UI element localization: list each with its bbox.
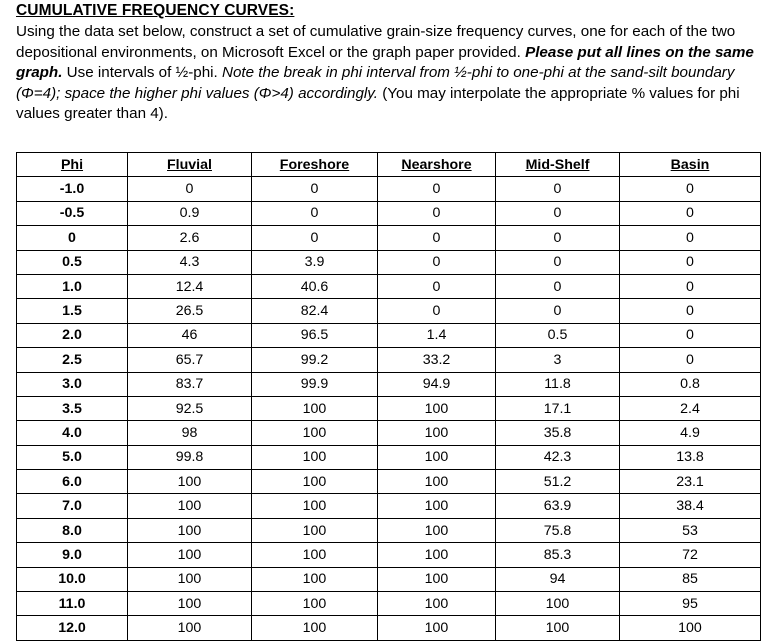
grain-size-table [16, 152, 761, 641]
value-cell-fluvial: 100 [128, 567, 252, 591]
value-cell-foreshore: 99.9 [252, 372, 378, 396]
value-cell-basin: 0 [620, 299, 761, 323]
value-cell-foreshore: 0 [252, 177, 378, 201]
column-header-label: Basin [670, 156, 710, 173]
value-cell-foreshore: 100 [252, 543, 378, 567]
value-cell-nearshore: 0 [378, 274, 496, 298]
value-cell-fluvial: 2.6 [128, 226, 252, 250]
value-cell-basin: 85 [620, 567, 761, 591]
table-row [17, 201, 761, 225]
column-header-basin [620, 153, 761, 177]
value-cell-foreshore: 100 [252, 396, 378, 420]
value-cell-basin: 0 [620, 177, 761, 201]
value-cell-nearshore: 100 [378, 421, 496, 445]
table-row [17, 177, 761, 201]
table-row [17, 372, 761, 396]
phi-cell: 2.0 [17, 323, 128, 347]
table-row [17, 518, 761, 542]
value-cell-fluvial: 0.9 [128, 201, 252, 225]
value-cell-nearshore: 100 [378, 494, 496, 518]
value-cell-nearshore: 1.4 [378, 323, 496, 347]
phi-cell: 3.5 [17, 396, 128, 420]
value-cell-basin: 53 [620, 518, 761, 542]
value-cell-foreshore: 96.5 [252, 323, 378, 347]
value-cell-foreshore: 82.4 [252, 299, 378, 323]
value-cell-basin: 0.8 [620, 372, 761, 396]
phi-cell: 4.0 [17, 421, 128, 445]
value-cell-nearshore: 100 [378, 567, 496, 591]
table-row [17, 445, 761, 469]
value-cell-mid-shelf: 0 [496, 226, 620, 250]
value-cell-fluvial: 46 [128, 323, 252, 347]
value-cell-basin: 0 [620, 226, 761, 250]
value-cell-mid-shelf: 0 [496, 250, 620, 274]
table-row [17, 421, 761, 445]
table-row [17, 396, 761, 420]
value-cell-basin: 95 [620, 592, 761, 616]
value-cell-foreshore: 99.2 [252, 348, 378, 372]
phi-cell: 0.5 [17, 250, 128, 274]
table-row [17, 274, 761, 298]
value-cell-nearshore: 100 [378, 592, 496, 616]
value-cell-mid-shelf: 0 [496, 201, 620, 225]
value-cell-basin: 23.1 [620, 470, 761, 494]
column-header-label: Phi [60, 156, 84, 173]
phi-cell: 0 [17, 226, 128, 250]
column-header-label: Fluvial [167, 156, 212, 173]
value-cell-basin: 2.4 [620, 396, 761, 420]
value-cell-nearshore: 100 [378, 543, 496, 567]
phi-cell: 5.0 [17, 445, 128, 469]
value-cell-mid-shelf: 17.1 [496, 396, 620, 420]
value-cell-mid-shelf: 100 [496, 616, 620, 640]
value-cell-nearshore: 100 [378, 445, 496, 469]
value-cell-nearshore: 0 [378, 226, 496, 250]
table-row [17, 592, 761, 616]
value-cell-mid-shelf: 0 [496, 274, 620, 298]
value-cell-fluvial: 100 [128, 543, 252, 567]
value-cell-basin: 0 [620, 201, 761, 225]
value-cell-fluvial: 100 [128, 518, 252, 542]
instructions-text-2: Use intervals of ½-phi. [66, 64, 218, 82]
value-cell-basin: 72 [620, 543, 761, 567]
value-cell-fluvial: 0 [128, 177, 252, 201]
phi-cell: 9.0 [17, 543, 128, 567]
value-cell-mid-shelf: 42.3 [496, 445, 620, 469]
phi-cell: 11.0 [17, 592, 128, 616]
value-cell-fluvial: 65.7 [128, 348, 252, 372]
phi-cell: 6.0 [17, 470, 128, 494]
phi-cell: 10.0 [17, 567, 128, 591]
value-cell-foreshore: 0 [252, 226, 378, 250]
phi-cell: 12.0 [17, 616, 128, 640]
phi-cell: 1.0 [17, 274, 128, 298]
instructions-text-1: Using the data set below, construct a set of cumulative grain-size frequency curves, one for each of the two depositional environments, on Microsoft Excel or the graph paper provided. [16, 23, 736, 61]
value-cell-nearshore: 0 [378, 250, 496, 274]
column-header-label: Mid-Shelf [525, 156, 590, 173]
value-cell-mid-shelf: 3 [496, 348, 620, 372]
value-cell-mid-shelf: 85.3 [496, 543, 620, 567]
value-cell-foreshore: 0 [252, 201, 378, 225]
column-header-mid-shelf [496, 153, 620, 177]
value-cell-basin: 0 [620, 323, 761, 347]
value-cell-fluvial: 100 [128, 494, 252, 518]
value-cell-foreshore: 100 [252, 494, 378, 518]
instructions-note: Note the break in phi interval from ½-phi to one-phi at the sand-silt boundary (Φ=4); space the higher phi values (Φ>4) accordingly. [16, 64, 735, 102]
table-row [17, 323, 761, 347]
phi-cell: 1.5 [17, 299, 128, 323]
column-header-phi [17, 153, 128, 177]
value-cell-basin: 13.8 [620, 445, 761, 469]
value-cell-basin: 0 [620, 348, 761, 372]
value-cell-basin: 38.4 [620, 494, 761, 518]
phi-cell: 3.0 [17, 372, 128, 396]
phi-cell: 7.0 [17, 494, 128, 518]
phi-cell: 2.5 [17, 348, 128, 372]
value-cell-mid-shelf: 63.9 [496, 494, 620, 518]
value-cell-fluvial: 100 [128, 616, 252, 640]
value-cell-mid-shelf: 51.2 [496, 470, 620, 494]
value-cell-mid-shelf: 0.5 [496, 323, 620, 347]
value-cell-fluvial: 4.3 [128, 250, 252, 274]
table-row [17, 299, 761, 323]
value-cell-fluvial: 100 [128, 592, 252, 616]
table-body [17, 177, 761, 640]
value-cell-basin: 4.9 [620, 421, 761, 445]
value-cell-nearshore: 0 [378, 177, 496, 201]
column-header-label: Nearshore [401, 156, 472, 173]
column-header-label: Foreshore [279, 156, 350, 173]
value-cell-foreshore: 100 [252, 567, 378, 591]
table-row [17, 470, 761, 494]
value-cell-fluvial: 26.5 [128, 299, 252, 323]
column-header-foreshore [252, 153, 378, 177]
value-cell-nearshore: 100 [378, 616, 496, 640]
value-cell-fluvial: 98 [128, 421, 252, 445]
value-cell-mid-shelf: 0 [496, 299, 620, 323]
table-header-row [17, 153, 761, 177]
value-cell-foreshore: 100 [252, 470, 378, 494]
value-cell-foreshore: 3.9 [252, 250, 378, 274]
value-cell-foreshore: 100 [252, 421, 378, 445]
instructions-text-3: (You may interpolate the appropriate % values for phi values greater than 4). [16, 84, 740, 123]
phi-cell: 8.0 [17, 518, 128, 542]
value-cell-nearshore: 94.9 [378, 372, 496, 396]
value-cell-fluvial: 100 [128, 470, 252, 494]
value-cell-basin: 0 [620, 250, 761, 274]
phi-cell: -1.0 [17, 177, 128, 201]
value-cell-mid-shelf: 11.8 [496, 372, 620, 396]
value-cell-basin: 0 [620, 274, 761, 298]
value-cell-nearshore: 0 [378, 201, 496, 225]
value-cell-fluvial: 92.5 [128, 396, 252, 420]
value-cell-basin: 100 [620, 616, 761, 640]
instructions-emphasis: Please put all lines on the same graph. [16, 43, 754, 82]
value-cell-nearshore: 0 [378, 299, 496, 323]
value-cell-nearshore: 33.2 [378, 348, 496, 372]
value-cell-mid-shelf: 35.8 [496, 421, 620, 445]
value-cell-foreshore: 100 [252, 592, 378, 616]
value-cell-foreshore: 40.6 [252, 274, 378, 298]
value-cell-nearshore: 100 [378, 470, 496, 494]
column-header-nearshore [378, 153, 496, 177]
value-cell-fluvial: 99.8 [128, 445, 252, 469]
table-row [17, 616, 761, 640]
column-header-fluvial [128, 153, 252, 177]
instructions-paragraph [16, 22, 761, 125]
page-title: CUMULATIVE FREQUENCY CURVES: [16, 2, 295, 19]
value-cell-fluvial: 12.4 [128, 274, 252, 298]
table-row [17, 250, 761, 274]
table-row [17, 543, 761, 567]
value-cell-nearshore: 100 [378, 396, 496, 420]
value-cell-mid-shelf: 94 [496, 567, 620, 591]
value-cell-foreshore: 100 [252, 616, 378, 640]
phi-cell: -0.5 [17, 201, 128, 225]
value-cell-nearshore: 100 [378, 518, 496, 542]
value-cell-foreshore: 100 [252, 518, 378, 542]
table-row [17, 226, 761, 250]
value-cell-mid-shelf: 0 [496, 177, 620, 201]
value-cell-fluvial: 83.7 [128, 372, 252, 396]
value-cell-mid-shelf: 100 [496, 592, 620, 616]
table-row [17, 567, 761, 591]
table-row [17, 494, 761, 518]
value-cell-foreshore: 100 [252, 445, 378, 469]
value-cell-mid-shelf: 75.8 [496, 518, 620, 542]
table-row [17, 348, 761, 372]
